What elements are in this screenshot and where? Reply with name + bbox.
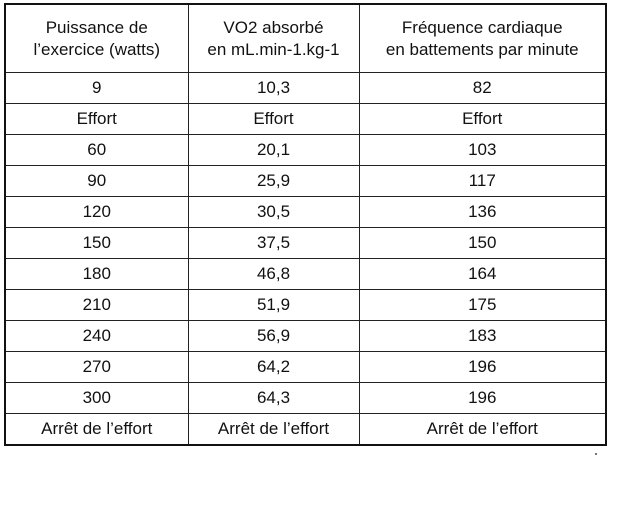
cell-heart-rate: 150	[359, 228, 606, 259]
header-vo2-line1: VO2 absorbé	[223, 17, 324, 37]
header-power-line2: l’exercice (watts)	[33, 39, 161, 59]
cell-power: 150	[5, 228, 188, 259]
table-row	[5, 352, 606, 383]
cell-power: Arrêt de l’effort	[5, 414, 188, 446]
cell-power: 180	[5, 259, 188, 290]
table-row	[5, 135, 606, 166]
cell-power: 270	[5, 352, 188, 383]
header-vo2	[188, 4, 359, 73]
cell-heart-rate: 82	[359, 73, 606, 104]
cell-vo2: 64,2	[188, 352, 359, 383]
table-row	[5, 321, 606, 352]
cell-vo2: 10,3	[188, 73, 359, 104]
cell-heart-rate: Arrêt de l’effort	[359, 414, 606, 446]
header-heart-rate	[359, 4, 606, 73]
table-body	[5, 73, 606, 446]
cell-heart-rate: 183	[359, 321, 606, 352]
table-row	[5, 259, 606, 290]
table-row	[5, 73, 606, 104]
table-row	[5, 104, 606, 135]
cell-heart-rate: 136	[359, 197, 606, 228]
cell-vo2: 51,9	[188, 290, 359, 321]
stray-mark	[595, 453, 597, 455]
cell-power: 120	[5, 197, 188, 228]
cell-vo2: 46,8	[188, 259, 359, 290]
cell-vo2: 37,5	[188, 228, 359, 259]
cell-power: 60	[5, 135, 188, 166]
header-vo2-line2: en mL.min-1.kg-1	[207, 39, 340, 59]
cell-power: 300	[5, 383, 188, 414]
cell-vo2: 56,9	[188, 321, 359, 352]
cell-heart-rate: 175	[359, 290, 606, 321]
cell-vo2: 64,3	[188, 383, 359, 414]
table-header	[5, 4, 606, 73]
cell-power: 9	[5, 73, 188, 104]
cell-heart-rate: 196	[359, 383, 606, 414]
cell-heart-rate: 103	[359, 135, 606, 166]
table-row	[5, 228, 606, 259]
header-heart-rate-line1: Fréquence cardiaque	[401, 17, 563, 37]
header-heart-rate-line2: en battements par minute	[385, 39, 579, 59]
table-row	[5, 383, 606, 414]
cell-power: 240	[5, 321, 188, 352]
cell-vo2: 20,1	[188, 135, 359, 166]
cell-vo2: Effort	[188, 104, 359, 135]
cell-vo2: 30,5	[188, 197, 359, 228]
table-row	[5, 414, 606, 446]
data-table-container	[4, 3, 605, 446]
table-row	[5, 197, 606, 228]
cell-heart-rate: 196	[359, 352, 606, 383]
table-row	[5, 166, 606, 197]
cell-heart-rate: Effort	[359, 104, 606, 135]
header-row	[5, 4, 606, 73]
header-power-line1: Puissance de	[45, 17, 148, 37]
header-power	[5, 4, 188, 73]
cell-heart-rate: 164	[359, 259, 606, 290]
cell-vo2: Arrêt de l’effort	[188, 414, 359, 446]
cell-power: Effort	[5, 104, 188, 135]
cell-power: 210	[5, 290, 188, 321]
exercise-data-table	[4, 3, 607, 446]
cell-vo2: 25,9	[188, 166, 359, 197]
cell-heart-rate: 117	[359, 166, 606, 197]
table-row	[5, 290, 606, 321]
cell-power: 90	[5, 166, 188, 197]
